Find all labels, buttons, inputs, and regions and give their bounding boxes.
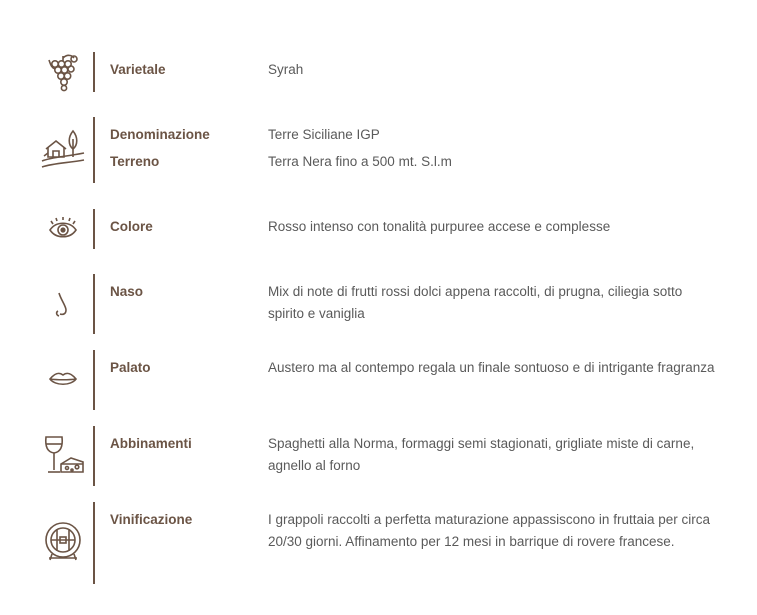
spec-row-varietale	[0, 52, 757, 92]
row-label: Vinificazione	[110, 512, 193, 527]
grapes-icon	[40, 52, 86, 92]
row-divider	[93, 274, 95, 334]
row-label: Terreno	[110, 154, 160, 169]
row-value: I grappoli raccolti a perfetta maturazione appassiscono in fruttaia per circa 20/30 giorni. Affinamento per 12 mesi in barrique di rovere francese.	[268, 512, 710, 549]
row-divider	[93, 502, 95, 584]
row-value: Spaghetti alla Norma, formaggi semi stagionati, grigliate miste di carne, agnello al forno	[268, 436, 695, 473]
row-value: Terra Nera fino a 500 mt. S.l.m	[268, 154, 452, 169]
row-divider	[93, 117, 95, 183]
row-divider	[93, 350, 95, 410]
vineyard-icon	[40, 127, 86, 171]
spec-row-naso	[0, 274, 757, 334]
row-label: Colore	[110, 219, 153, 234]
spec-row-colore	[0, 209, 757, 249]
wine-glass-cheese-icon	[40, 434, 86, 478]
eye-icon	[40, 213, 86, 243]
row-label: Denominazione	[110, 127, 210, 142]
lips-icon	[40, 367, 86, 391]
row-label: Naso	[110, 284, 144, 299]
row-label: Palato	[110, 360, 151, 375]
row-label: Varietale	[110, 62, 166, 77]
barrel-icon	[40, 520, 86, 564]
row-divider	[93, 52, 95, 92]
row-divider	[93, 426, 95, 486]
spec-row-vinificazione	[0, 502, 757, 584]
row-value: Terre Siciliane IGP	[268, 127, 380, 142]
row-value: Syrah	[268, 62, 304, 77]
spec-row-abbinamenti	[0, 426, 757, 486]
row-value: Austero ma al contempo regala un finale sontuoso e di intrigante fragranza	[268, 360, 715, 375]
row-value: Mix di note di frutti rossi dolci appena raccolti, di prugna, ciliegia sotto spirito e vaniglia	[268, 284, 683, 321]
nose-icon	[40, 290, 86, 322]
row-label: Abbinamenti	[110, 436, 192, 451]
row-value: Rosso intenso con tonalità purpuree accese e complesse	[268, 219, 611, 234]
spec-row-denominazione	[0, 117, 757, 183]
row-divider	[93, 209, 95, 249]
spec-row-palato	[0, 350, 757, 410]
